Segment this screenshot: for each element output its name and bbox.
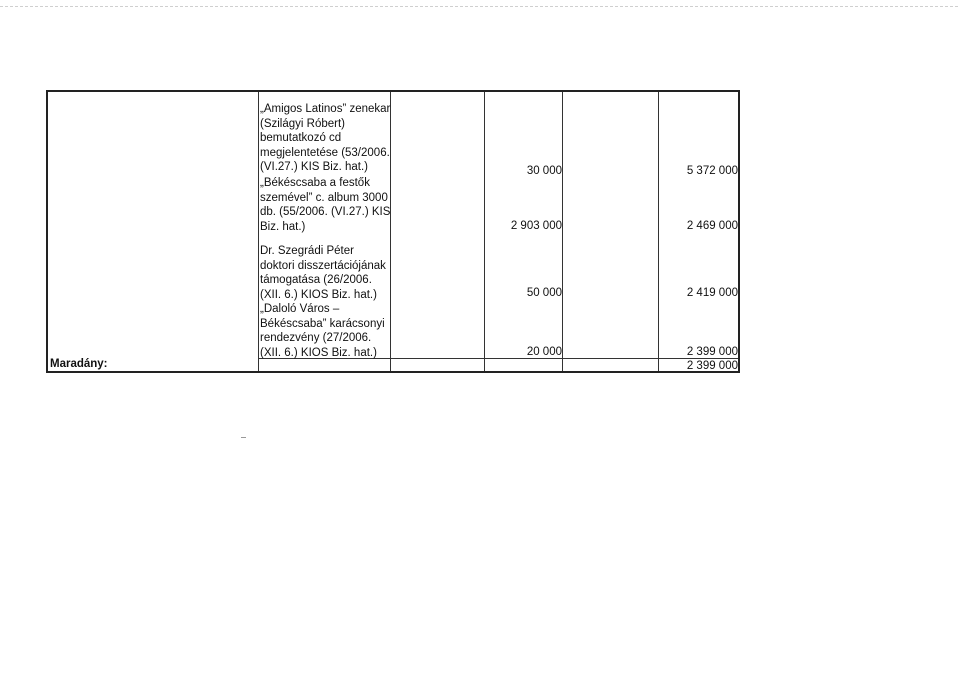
row-3-amount: 50 000 [526,287,562,299]
row-2-amount: 2 903 000 [510,220,562,232]
scan-top-edge [0,6,958,7]
row-2-balance: 2 469 000 [686,220,738,232]
row-4-amount: 20 000 [526,346,562,358]
row-4-balance: 2 399 000 [686,346,738,358]
row-1-description: „Amigos Latinos” zenekar (Szilágyi Róbert) bemutatkozó cd megjelentetése (53/2006. (VI.27.) KIS Biz. hat.) [260,103,391,174]
row-2-description: „Békéscsaba a festők szemével” c. album 3000 db. (55/2006. (VI.27.) KIS Biz. hat.) [260,177,391,233]
row-1-balance: 5 372 000 [686,165,738,177]
column-divider [258,92,259,371]
remainder-label: Maradány: [50,358,108,370]
row-4-description: „Daloló Város – Békéscsaba” karácsonyi rendezvény (27/2006. (XII. 6.) KIOS Biz. hat.) [260,303,385,359]
row-3-description: Dr. Szegrádi Péter doktori disszertációjának támogatása (26/2006. (XII. 6.) KIOS Biz. hat.) [260,245,386,301]
column-divider [562,92,563,371]
row-3-balance: 2 419 000 [686,287,738,299]
row-1-amount: 30 000 [526,165,562,177]
ledger-table [46,90,740,373]
remainder-balance: 2 399 000 [686,360,738,372]
stray-mark [241,437,246,438]
